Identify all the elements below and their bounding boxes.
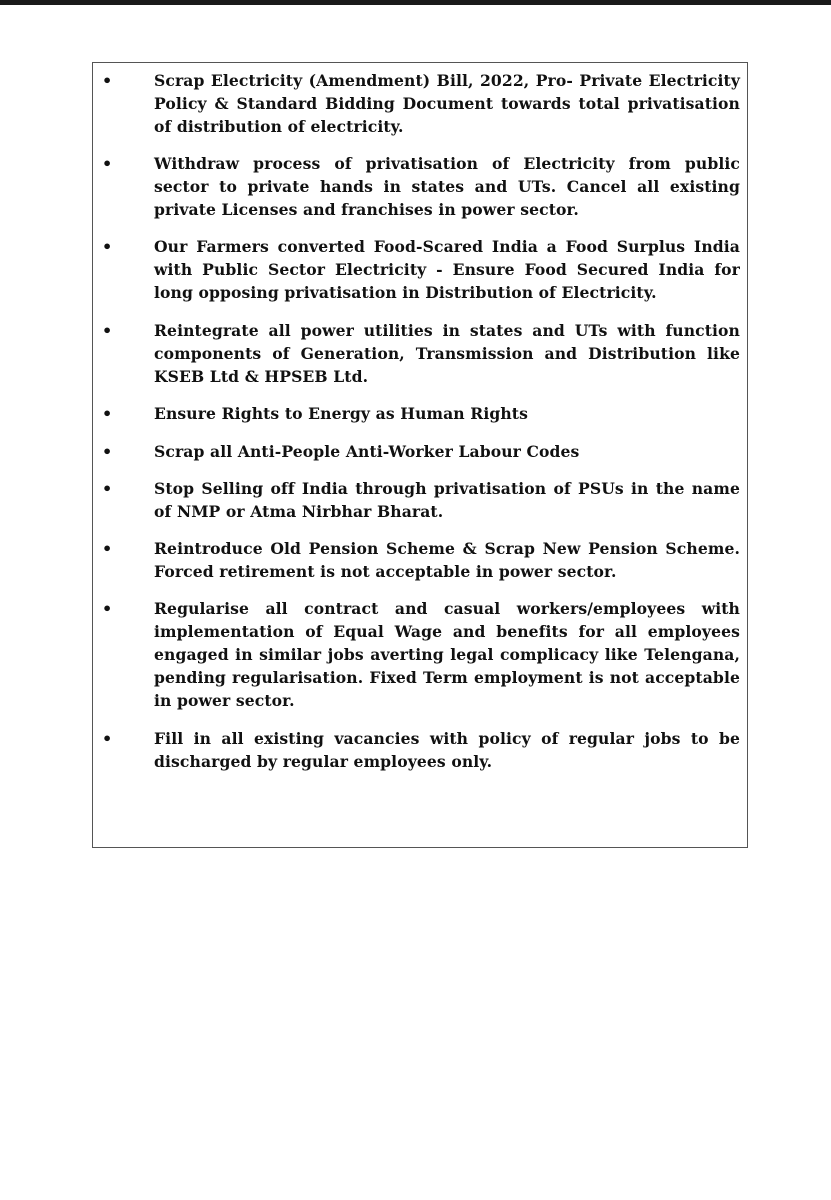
demands-box [92,62,748,848]
top-edge-bar [0,0,831,5]
bullet: • [102,154,113,173]
bullet: • [102,321,113,340]
item-text: Our Farmers converted Food-Scared India a Food Surplus India with Public Sector Electricity - Ensure Food Secured India for long opposing privatisation in Distribution of Electricity. [154,237,740,302]
item-text: Scrap all Anti-People Anti-Worker Labour Codes [154,442,580,461]
bullet: • [102,539,113,558]
item-text: Reintroduce Old Pension Scheme & Scrap New Pension Scheme. Forced retirement is not acceptable in power sector. [154,539,740,581]
item-text: Scrap Electricity (Amendment) Bill, 2022, Pro- Private Electricity Policy & Standard Bidding Document towards total privatisation of distribution of electricity. [154,71,740,136]
item-text: Stop Selling off India through privatisation of PSUs in the name of NMP or Atma Nirbhar Bharat. [154,479,740,521]
bullet: • [102,479,113,498]
item-text: Ensure Rights to Energy as Human Rights [154,404,528,423]
bullet: • [102,404,113,423]
item-text: Regularise all contract and casual workers/employees with implementation of Equal Wage and benefits for all employees engaged in similar jobs averting legal complicacy like Telengana, pending regularisation. Fixed Term employment is not acceptable in power sector. [154,599,740,710]
bullet: • [102,442,113,461]
bullet: • [102,71,113,90]
bullet: • [102,729,113,748]
item-text: Withdraw process of privatisation of Electricity from public sector to private hands in states and UTs. Cancel all existing private Licenses and franchises in power sector. [154,154,740,219]
item-text: Fill in all existing vacancies with policy of regular jobs to be discharged by regular employees only. [154,729,740,771]
bullet: • [102,237,113,256]
bullet: • [102,599,113,618]
item-text: Reintegrate all power utilities in states and UTs with function components of Generation, Transmission and Distribution like KSEB Ltd & HPSEB Ltd. [154,321,740,386]
